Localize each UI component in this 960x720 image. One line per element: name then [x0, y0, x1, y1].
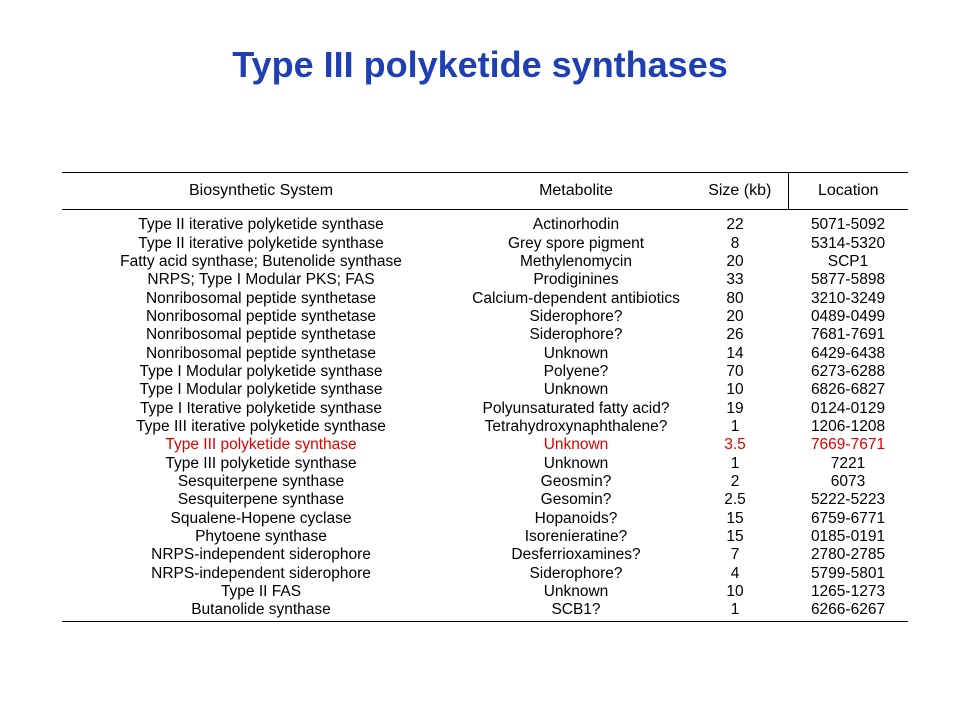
cell-size: 14	[726, 344, 744, 362]
cell-metabolite: Unknown	[543, 436, 609, 454]
cell-biosynthetic-system: Sesquiterpene synthase	[177, 491, 345, 509]
cell-location: 5314-5320	[810, 234, 886, 252]
cell-biosynthetic-system: Type III polyketide synthase	[165, 454, 357, 472]
table-row	[62, 583, 908, 601]
cell-size: 3.5	[724, 436, 746, 454]
cell-size: 10	[726, 583, 744, 601]
cell-biosynthetic-system: Type II iterative polyketide synthase	[138, 216, 384, 234]
cell-size: 80	[726, 289, 744, 307]
cell-metabolite: Geosmin?	[540, 472, 612, 490]
cell-biosynthetic-system: Type II iterative polyketide synthase	[138, 234, 384, 252]
cell-biosynthetic-system: Type I Modular polyketide synthase	[139, 362, 383, 380]
cell-location: 0124-0129	[810, 399, 886, 417]
table-row	[62, 565, 908, 583]
cell-biosynthetic-system: Nonribosomal peptide synthetase	[145, 289, 377, 307]
table-row	[62, 473, 908, 491]
cell-size: 15	[726, 509, 744, 527]
cell-metabolite: Methylenomycin	[520, 252, 632, 270]
cell-size: 8	[730, 234, 740, 252]
cell-location: 2780-2785	[810, 546, 886, 564]
cell-size: 33	[726, 271, 744, 289]
cell-location: 3210-3249	[810, 289, 886, 307]
cell-size: 20	[726, 252, 744, 270]
cell-size: 4	[730, 564, 740, 582]
cell-location: 6759-6771	[810, 509, 886, 527]
cell-metabolite: Siderophore?	[529, 326, 623, 344]
table-row	[62, 528, 908, 546]
cell-metabolite: Siderophore?	[529, 307, 623, 325]
table-row	[62, 289, 908, 307]
cell-size: 19	[726, 399, 744, 417]
cell-location: 6826-6827	[810, 381, 886, 399]
cell-location: 5071-5092	[810, 216, 886, 234]
cell-biosynthetic-system: Squalene-Hopene cyclase	[170, 509, 352, 527]
cell-size: 1	[730, 454, 740, 472]
cell-metabolite: Siderophore?	[529, 564, 623, 582]
cell-size: 10	[726, 381, 744, 399]
cell-location: 7221	[830, 454, 866, 472]
cell-size: 2.5	[724, 491, 746, 509]
cell-biosynthetic-system: Nonribosomal peptide synthetase	[145, 326, 377, 344]
header-metabolite: Metabolite	[460, 173, 692, 210]
table-row	[62, 418, 908, 436]
slide-title: Type III polyketide synthases	[232, 44, 728, 85]
cell-size: 2	[730, 472, 740, 490]
cell-location: 1206-1208	[810, 417, 886, 435]
cell-biosynthetic-system: Nonribosomal peptide synthetase	[145, 307, 377, 325]
cell-biosynthetic-system: Sesquiterpene synthase	[177, 472, 345, 490]
header-location: Location	[788, 173, 908, 210]
cell-size: 1	[730, 417, 740, 435]
cell-size: 70	[726, 362, 744, 380]
table-row	[62, 326, 908, 344]
cell-size: 22	[726, 216, 744, 234]
cell-metabolite: Unknown	[543, 454, 609, 472]
cell-size: 26	[726, 326, 744, 344]
cell-location: 7669-7671	[810, 436, 886, 454]
table-row	[62, 308, 908, 326]
cell-metabolite: Actinorhodin	[532, 216, 620, 234]
cell-biosynthetic-system: Nonribosomal peptide synthetase	[145, 344, 377, 362]
cell-location: SCP1	[827, 252, 869, 270]
cell-metabolite: Calcium-dependent antibiotics	[472, 289, 680, 307]
cell-metabolite: Hopanoids?	[534, 509, 618, 527]
table-header-row	[62, 173, 908, 210]
cell-location: 1265-1273	[810, 583, 886, 601]
cell-metabolite: Unknown	[543, 583, 609, 601]
cell-biosynthetic-system: NRPS-independent siderophore	[151, 564, 371, 582]
biosynthesis-table	[62, 172, 908, 622]
cell-biosynthetic-system: Type III polyketide synthase	[165, 436, 357, 454]
cell-metabolite: Grey spore pigment	[507, 234, 645, 252]
cell-metabolite: Desferrioxamines?	[511, 546, 641, 564]
table-row	[62, 510, 908, 528]
cell-metabolite: Polyene?	[543, 362, 609, 380]
cell-biosynthetic-system: Butanolide synthase	[62, 601, 460, 621]
cell-metabolite: Polyunsaturated fatty acid?	[482, 399, 670, 417]
cell-biosynthetic-system: Type II FAS	[220, 583, 302, 601]
header-size: Size (kb)	[692, 173, 788, 210]
cell-biosynthetic-system: Type III iterative polyketide synthase	[136, 417, 386, 435]
cell-size: 15	[726, 528, 744, 546]
cell-size: 20	[726, 307, 744, 325]
cell-metabolite: Prodiginines	[533, 271, 619, 289]
table-row	[62, 436, 908, 454]
cell-location: 5877-5898	[810, 271, 886, 289]
table-row	[62, 253, 908, 271]
table-row	[62, 381, 908, 399]
cell-location: 6273-6288	[810, 362, 886, 380]
table-row	[62, 344, 908, 362]
cell-metabolite: Unknown	[543, 381, 609, 399]
table-body	[62, 210, 908, 622]
cell-size: 1	[692, 601, 788, 621]
cell-metabolite: Isorenieratine?	[524, 528, 628, 546]
table-row	[62, 601, 908, 621]
table-row	[62, 210, 908, 235]
cell-biosynthetic-system: NRPS-independent siderophore	[151, 546, 371, 564]
table-row	[62, 363, 908, 381]
cell-metabolite: Unknown	[543, 344, 609, 362]
cell-location: 0185-0191	[810, 528, 886, 546]
cell-location: 5222-5223	[810, 491, 886, 509]
table-row	[62, 546, 908, 564]
biosynthesis-table-container	[62, 172, 908, 622]
table-row	[62, 399, 908, 417]
table-row	[62, 491, 908, 509]
cell-location: 5799-5801	[810, 564, 886, 582]
cell-location: 6429-6438	[810, 344, 886, 362]
cell-biosynthetic-system: Type I Modular polyketide synthase	[139, 381, 383, 399]
cell-biosynthetic-system: Fatty acid synthase; Butenolide synthase	[120, 252, 402, 270]
table-row	[62, 234, 908, 252]
table-row	[62, 454, 908, 472]
header-biosynthetic-system: Biosynthetic System	[62, 173, 460, 210]
cell-size: 7	[730, 546, 740, 564]
cell-location: 6266-6267	[788, 601, 908, 621]
cell-metabolite: SCB1?	[460, 601, 692, 621]
cell-biosynthetic-system: Type I Iterative polyketide synthase	[139, 399, 383, 417]
cell-biosynthetic-system: NRPS; Type I Modular PKS; FAS	[147, 271, 375, 289]
cell-biosynthetic-system: Phytoene synthase	[195, 528, 327, 546]
cell-location: 7681-7691	[810, 326, 886, 344]
cell-metabolite: Gesomin?	[540, 491, 612, 509]
cell-metabolite: Tetrahydroxynaphthalene?	[484, 417, 668, 435]
cell-location: 6073	[830, 472, 866, 490]
table-row	[62, 271, 908, 289]
cell-location: 0489-0499	[810, 307, 886, 325]
